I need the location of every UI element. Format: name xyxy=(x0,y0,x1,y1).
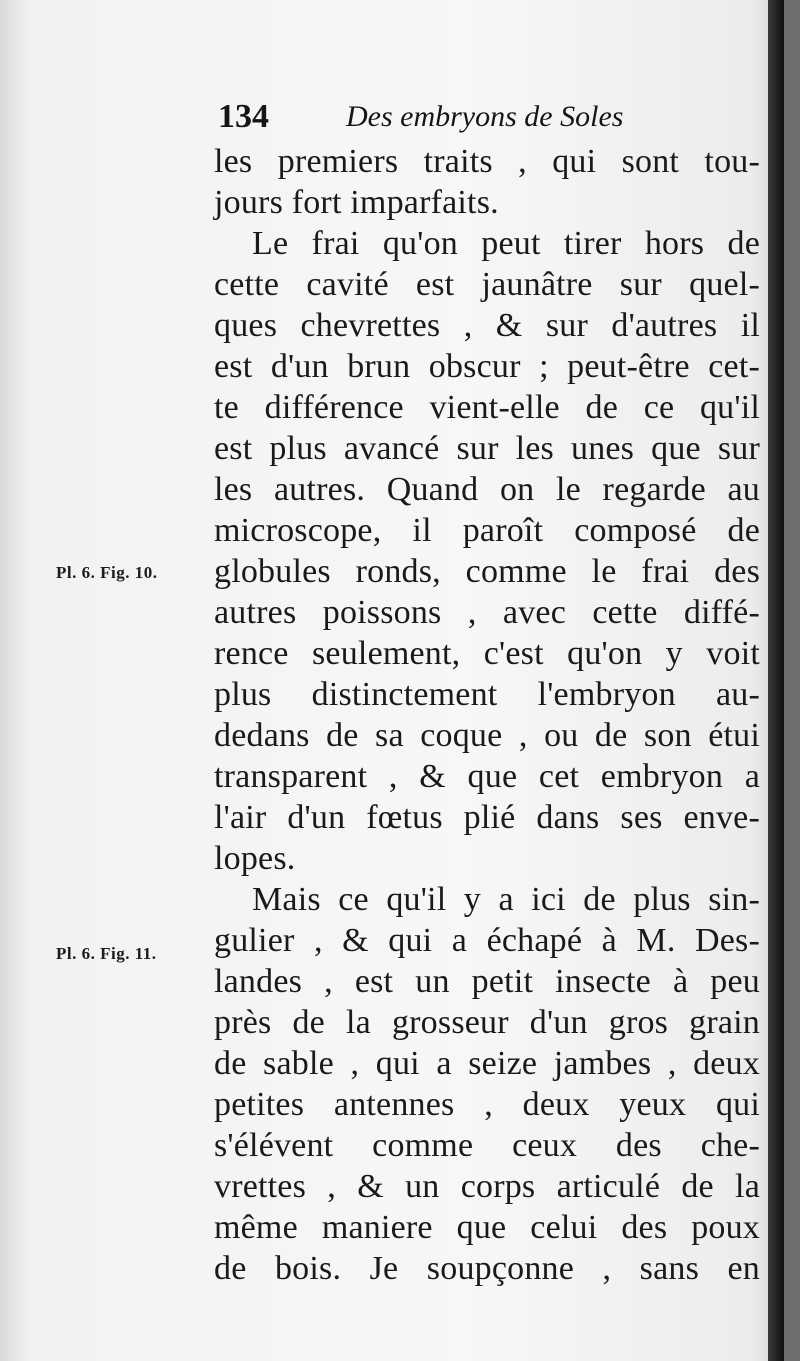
text-line: les autres. Quand on le regarde au xyxy=(214,471,760,508)
text-line: te différence vient-elle de ce qu'il xyxy=(214,389,760,426)
page-edge-shadow xyxy=(768,0,784,1361)
page-header xyxy=(218,98,658,138)
text-line: rence seulement, c'est qu'on y voit xyxy=(214,635,760,672)
margin-note: Pl. 6. Fig. 10. xyxy=(56,563,158,582)
text-line: ques chevrettes , & sur d'autres il xyxy=(214,307,760,344)
text-line: globules ronds, comme le frai des xyxy=(214,553,760,590)
text-line: dedans de sa coque , ou de son étui xyxy=(214,717,760,754)
text-line: landes , est un petit insecte à peu xyxy=(214,963,760,1000)
text-line: vrettes , & un corps articulé de la xyxy=(214,1168,760,1205)
text-line: les premiers traits , qui sont tou- xyxy=(214,143,760,180)
text-line: petites antennes , deux yeux qui xyxy=(214,1086,760,1123)
text-line: de bois. Je soupçonne , sans en xyxy=(214,1250,760,1287)
text-line: cette cavité est jaunâtre sur quel- xyxy=(214,266,760,303)
text-line: l'air d'un fœtus plié dans ses enve- xyxy=(214,799,760,836)
text-line: gulier , & qui a échapé à M. Des- xyxy=(214,922,760,959)
text-line: est d'un brun obscur ; peut-être cet- xyxy=(214,348,760,385)
text-line: transparent , & que cet embryon a xyxy=(214,758,760,795)
text-line: Le frai qu'on peut tirer hors de xyxy=(252,225,760,262)
margin-note: Pl. 6. Fig. 11. xyxy=(56,944,157,963)
text-line: de sable , qui a seize jambes , deux xyxy=(214,1045,760,1082)
text-line: jours fort imparfaits. xyxy=(214,184,499,221)
text-line: plus distinctement l'embryon au- xyxy=(214,676,760,713)
text-line: lopes. xyxy=(214,840,296,877)
text-line: même maniere que celui des poux xyxy=(214,1209,760,1246)
page-number: 134 xyxy=(218,98,269,135)
text-line: autres poissons , avec cette diffé- xyxy=(214,594,760,631)
text-line: Mais ce qu'il y a ici de plus sin- xyxy=(252,881,760,918)
text-line: s'élévent comme ceux des che- xyxy=(214,1127,760,1164)
text-line: microscope, il paroît composé de xyxy=(214,512,760,549)
text-line: près de la grosseur d'un gros grain xyxy=(214,1004,760,1041)
text-line: est plus avancé sur les unes que sur xyxy=(214,430,760,467)
running-title: Des embryons de Soles xyxy=(346,100,624,133)
